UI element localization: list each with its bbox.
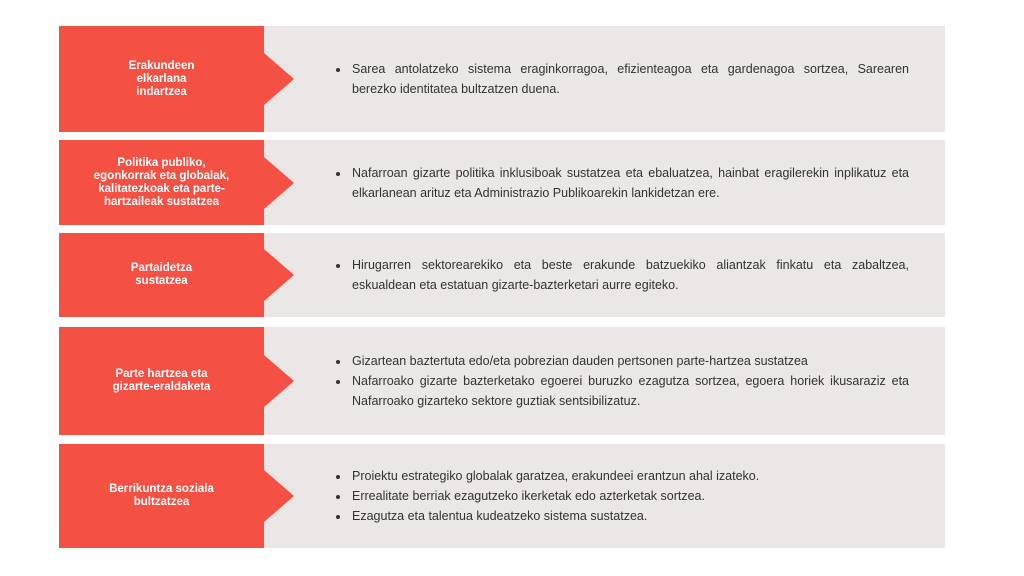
row-bullet-list bbox=[334, 163, 909, 203]
list-item: • Proiektu estrategiko globalak garatzea, erakundeei erantzun ahal izateko. bbox=[350, 466, 909, 486]
row-5 bbox=[59, 444, 945, 548]
row-bullet-list bbox=[334, 255, 909, 295]
list-item: • Nafarroako gizarte bazterketako egoerei buruzko ezagutza sortzea, egoera horiek ikusaraziz eta Nafarroako gizarteko sektore guztiak sentsibilizatuz. bbox=[350, 371, 909, 411]
row-label-text: Parte hartzea eta gizarte-eraldaketa bbox=[112, 368, 211, 393]
row-bullet-list bbox=[334, 466, 909, 526]
row-3 bbox=[59, 233, 945, 317]
list-item: • Nafarroan gizarte politika inklusiboak sustatzea eta ebaluatzea, hainbat eragilerekin inplikatuz eta elkarlanean arituz eta Administrazio Publikoarekin lankidetzan ere. bbox=[350, 163, 909, 203]
list-item: • Gizartean baztertuta edo/eta pobrezian dauden pertsonen parte-hartzea sustatzea bbox=[350, 351, 909, 371]
row-bullet-list bbox=[334, 59, 909, 99]
row-label-text: Politika publiko, egonkorrak eta globalak, kalitatezkoak eta parte- hartzaileak sustatzea bbox=[93, 156, 230, 208]
row-label bbox=[59, 327, 264, 435]
list-item: • Ezagutza eta talentua kudeatzeko sistema sustatzea. bbox=[350, 506, 909, 526]
list-item: • Sarea antolatzeko sistema eraginkorragoa, efizienteagoa eta gardenagoa sortzea, Sarearen berezko identitatea bultzatzen duena. bbox=[350, 59, 909, 99]
row-label bbox=[59, 233, 264, 317]
row-label-text: Berrikuntza soziala bultzatzea bbox=[109, 483, 214, 508]
row-label bbox=[59, 140, 264, 225]
row-4 bbox=[59, 327, 945, 435]
row-bullet-list bbox=[334, 351, 909, 411]
row-1 bbox=[59, 26, 945, 132]
list-item: • Hirugarren sektorearekiko eta beste erakunde batzuekiko aliantzak finkatu eta zabaltzea, eskualdean eta estatuan gizarte-bazterketari aurre egiteko. bbox=[350, 255, 909, 295]
row-label-text: Partaidetza sustatzea bbox=[130, 262, 193, 287]
row-label-text: Erakundeen elkarlana indartzea bbox=[128, 59, 195, 98]
row-2 bbox=[59, 140, 945, 225]
row-label bbox=[59, 444, 264, 548]
row-label bbox=[59, 26, 264, 132]
list-item: • Errealitate berriak ezagutzeko ikerketak edo azterketak sortzea. bbox=[350, 486, 909, 506]
